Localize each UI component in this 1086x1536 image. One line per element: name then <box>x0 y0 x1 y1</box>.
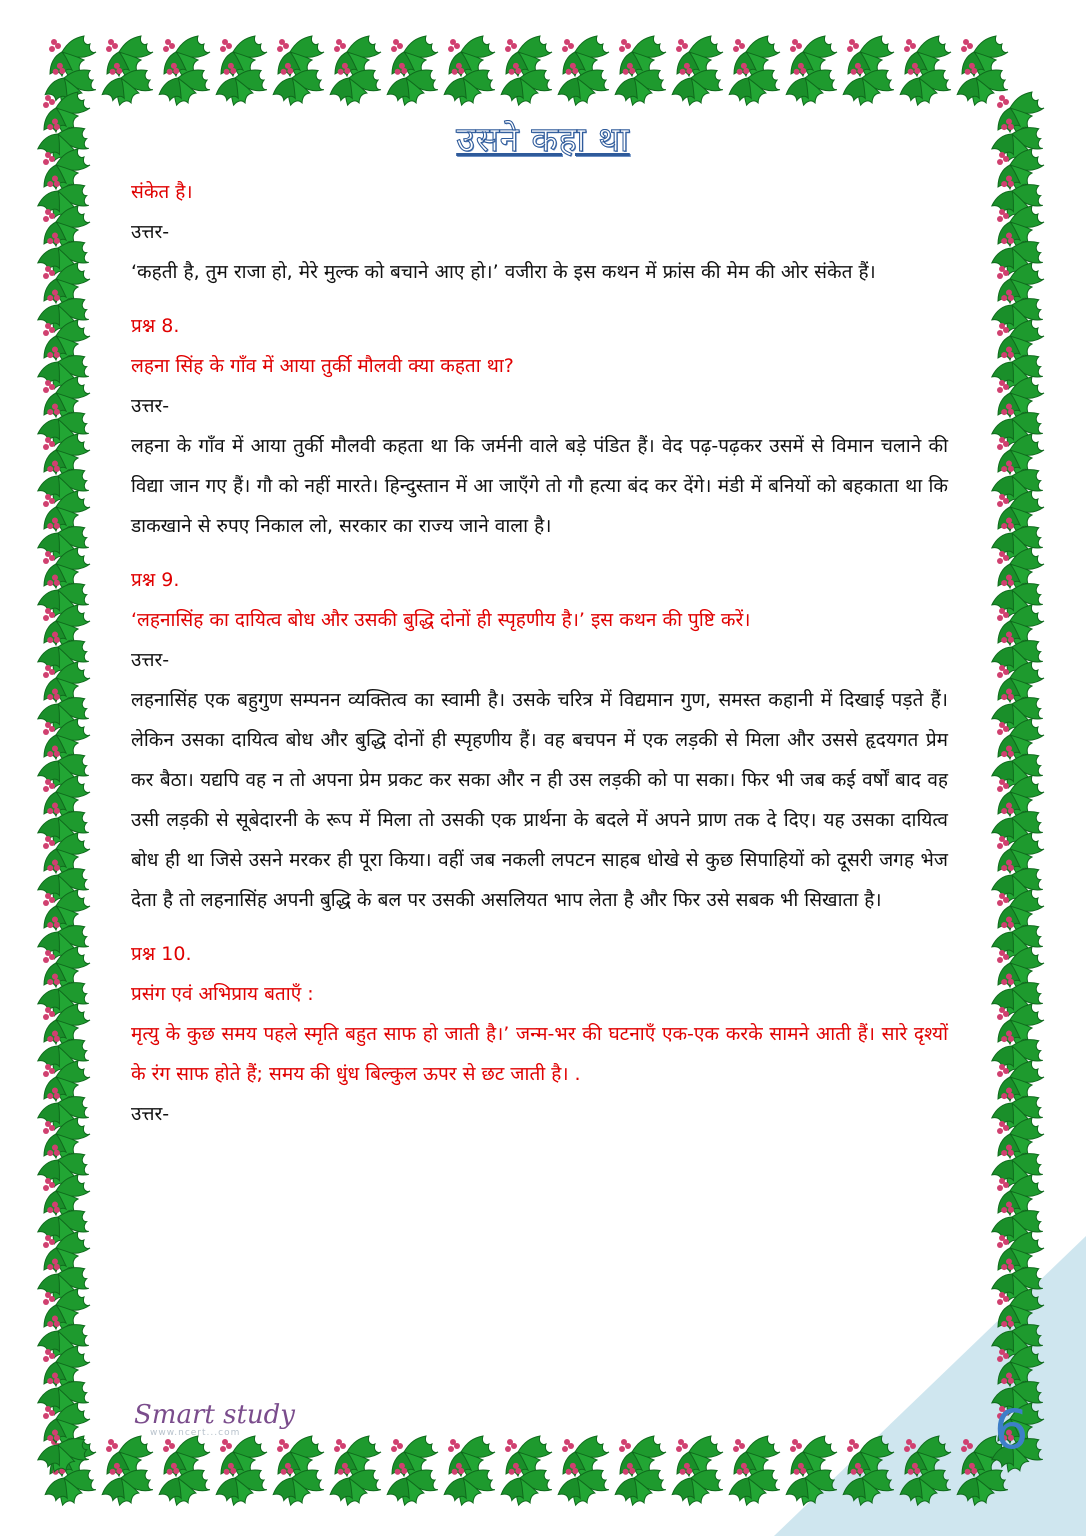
q10-label: प्रश्न 10. <box>131 943 192 965</box>
q10-sub: प्रसंग एवं अभिप्राय बताएँ : <box>131 983 314 1005</box>
document-body <box>131 172 948 1134</box>
q8-label: प्रश्न 8. <box>131 315 180 337</box>
q9-text: ‘लहनासिंह का दायित्व बोध और उसकी बुद्धि दोनों ही स्पृहणीय है।’ इस कथन की पुष्टि करें। <box>131 609 751 631</box>
brand-logo: Smart study <box>134 1400 295 1430</box>
q9-label: प्रश्न 9. <box>131 569 180 591</box>
q8-answer: लहना के गाँव में आया तुर्की मौलवी कहता था कि जर्मनी वाले बड़े पंडित हैं। वेद पढ़-पढ़कर उसमें से विमान चलाने की विद्या जान गए हैं। गौ को नहीं मारते। हिन्दुस्तान में आ जाएँगे तो गौ हत्या बंद कर देंगे। मंडी में बनियों को बहकाता था कि डाकखाने से रुपए निकाल लो, सरकार का राज्य जाने वाला है। <box>131 435 948 537</box>
q8-text: लहना सिंह के गाँव में आया तुर्की मौलवी क्या कहता था? <box>131 355 514 377</box>
q10-text: मृत्यु के कुछ समय पहले स्मृति बहुत साफ हो जाती है।’ जन्म-भर की घटनाएँ एक-एक करके सामने आती हैं। सारे दृश्यों के रंग साफ होते हैं; समय की धुंध बिल्कुल ऊपर से छट जाती है। . <box>131 1023 948 1085</box>
page-number: 6 <box>994 1398 1029 1461</box>
q9-answer: लहनासिंह एक बहुगुण सम्पनन व्यक्तित्व का स्वामी है। उसके चरित्र में विद्यमान गुण, समस्त कहानी में दिखाई पड़ते हैं। लेकिन उसका दायित्व बोध और बुद्धि दोनों ही स्पृहणीय हैं। वह बचपन में एक लड़की से मिला और उससे हृदयगत प्रेम कर बैठा। यद्यपि वह न तो अपना प्रेम प्रकट कर सका और न ही उस लड़की को पा सका। फिर भी जब कई वर्षों बाद वह उसी लड़की से सूबेदारनी के रूप में मिला तो उसकी एक प्रार्थना के बदले में अपने प्राण तक दे दिए। यह उसका दायित्व बोध ही था जिसे उसने मरकर ही पूरा किया। वहीं जब नकली लपटन साहब धोखे से कुछ सिपाहियों को दूसरी जगह भेज देता है तो लहनासिंह अपनी बुद्धि के बल पर उसकी असलियत भाप लेता है और फिर उसे सबक भी सिखाता है। <box>131 689 948 911</box>
q9-answer-label: उत्तर- <box>131 649 170 671</box>
q7-answer-label: उत्तर- <box>131 221 170 243</box>
q8-answer-label: उत्तर- <box>131 395 170 417</box>
q7-tail: संकेत है। <box>131 181 193 203</box>
page-title: उसने कहा था <box>456 120 630 160</box>
q10-answer-label: उत्तर- <box>131 1103 170 1125</box>
brand-subtext: www.ncert...com <box>150 1428 241 1438</box>
q7-answer: ‘कहती है, तुम राजा हो, मेरे मुल्क को बचाने आए हो।’ वजीरा के इस कथन में फ्रांस की मेम की ओर संकेत हैं। <box>131 261 876 283</box>
